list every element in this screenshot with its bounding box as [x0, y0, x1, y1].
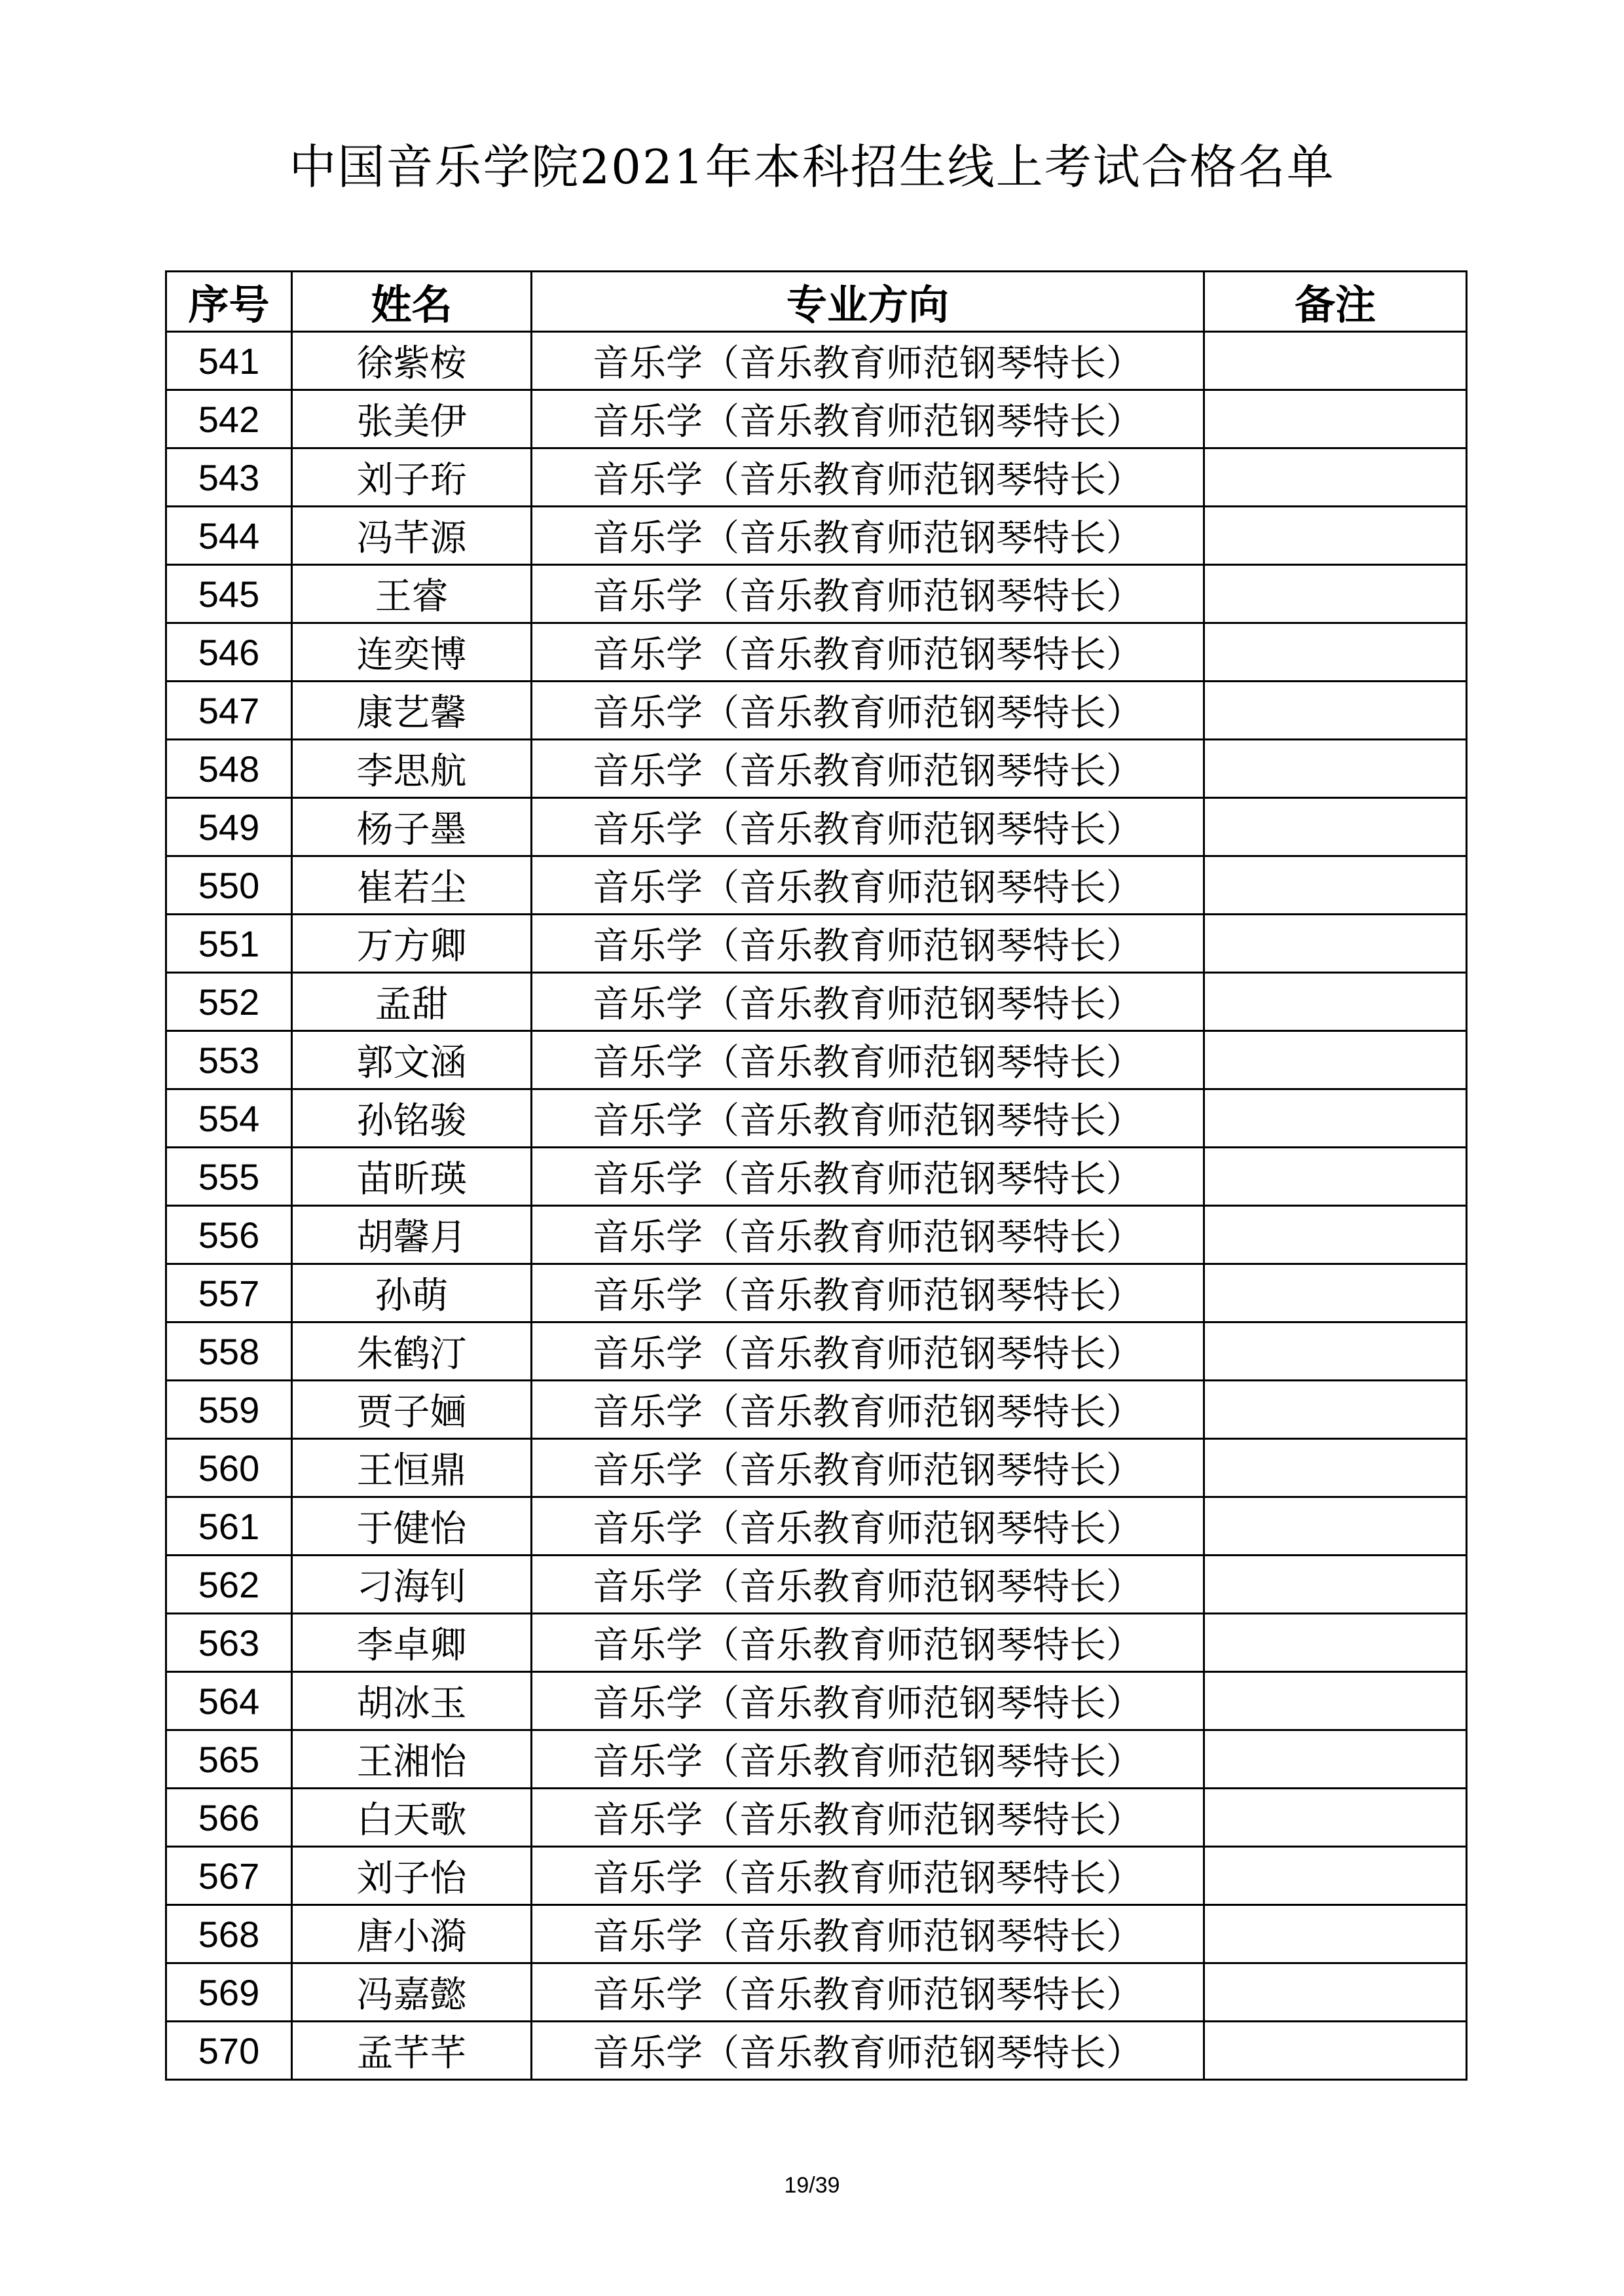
cell-name: 刁海钊: [292, 1556, 532, 1614]
cell-number: 564: [166, 1672, 292, 1730]
cell-note: [1204, 1672, 1467, 1730]
table-row: [166, 1264, 1467, 1322]
table-row: [166, 915, 1467, 973]
column-header-name: 姓名: [292, 272, 532, 332]
cell-major: 音乐学（音乐教育师范钢琴特长）: [532, 1963, 1204, 2022]
cell-note: [1204, 390, 1467, 448]
cell-note: [1204, 740, 1467, 798]
table-row: [166, 1905, 1467, 1963]
cell-name: 孙铭骏: [292, 1089, 532, 1148]
cell-number: 560: [166, 1439, 292, 1497]
cell-number: 565: [166, 1730, 292, 1789]
cell-note: [1204, 1264, 1467, 1322]
cell-name: 冯嘉懿: [292, 1963, 532, 2022]
cell-note: [1204, 1556, 1467, 1614]
cell-name: 孟甜: [292, 973, 532, 1031]
cell-name: 苗昕瑛: [292, 1148, 532, 1206]
cell-name: 郭文涵: [292, 1031, 532, 1089]
table-row: [166, 1847, 1467, 1905]
table-row: [166, 682, 1467, 740]
table-row: [166, 1439, 1467, 1497]
cell-name: 孟芊芊: [292, 2022, 532, 2080]
cell-number: 554: [166, 1089, 292, 1148]
table-row: [166, 973, 1467, 1031]
cell-name: 胡冰玉: [292, 1672, 532, 1730]
cell-name: 张美伊: [292, 390, 532, 448]
table-row: [166, 856, 1467, 915]
cell-number: 549: [166, 798, 292, 856]
cell-number: 543: [166, 448, 292, 507]
cell-name: 康艺馨: [292, 682, 532, 740]
cell-note: [1204, 1439, 1467, 1497]
cell-major: 音乐学（音乐教育师范钢琴特长）: [532, 856, 1204, 915]
cell-major: 音乐学（音乐教育师范钢琴特长）: [532, 1264, 1204, 1322]
table-row: [166, 448, 1467, 507]
table-row: [166, 1963, 1467, 2022]
admission-list-table: [165, 270, 1467, 2081]
table-row: [166, 1789, 1467, 1847]
cell-name: 于健怡: [292, 1497, 532, 1556]
document-title: 中国音乐学院2021年本科招生线上考试合格名单: [289, 139, 1335, 194]
column-header-note: 备注: [1204, 272, 1467, 332]
cell-name: 王恒鼎: [292, 1439, 532, 1497]
cell-major: 音乐学（音乐教育师范钢琴特长）: [532, 1905, 1204, 1963]
cell-name: 白天歌: [292, 1789, 532, 1847]
table-row: [166, 1730, 1467, 1789]
cell-name: 万方卿: [292, 915, 532, 973]
cell-name: 崔若尘: [292, 856, 532, 915]
cell-note: [1204, 1614, 1467, 1672]
cell-number: 569: [166, 1963, 292, 2022]
cell-major: 音乐学（音乐教育师范钢琴特长）: [532, 973, 1204, 1031]
cell-number: 552: [166, 973, 292, 1031]
cell-name: 唐小漪: [292, 1905, 532, 1963]
cell-note: [1204, 2022, 1467, 2080]
cell-name: 刘子珩: [292, 448, 532, 507]
cell-major: 音乐学（音乐教育师范钢琴特长）: [532, 2022, 1204, 2080]
cell-major: 音乐学（音乐教育师范钢琴特长）: [532, 448, 1204, 507]
table-row: [166, 740, 1467, 798]
cell-major: 音乐学（音乐教育师范钢琴特长）: [532, 798, 1204, 856]
table-row: [166, 2022, 1467, 2080]
table-row: [166, 798, 1467, 856]
cell-note: [1204, 332, 1467, 390]
cell-note: [1204, 856, 1467, 915]
cell-note: [1204, 1963, 1467, 2022]
cell-name: 王湘怡: [292, 1730, 532, 1789]
cell-number: 544: [166, 507, 292, 565]
table-row: [166, 1089, 1467, 1148]
cell-major: 音乐学（音乐教育师范钢琴特长）: [532, 1497, 1204, 1556]
cell-major: 音乐学（音乐教育师范钢琴特长）: [532, 507, 1204, 565]
cell-major: 音乐学（音乐教育师范钢琴特长）: [532, 1206, 1204, 1264]
cell-major: 音乐学（音乐教育师范钢琴特长）: [532, 1089, 1204, 1148]
cell-number: 542: [166, 390, 292, 448]
table-row: [166, 332, 1467, 390]
table-row: [166, 1614, 1467, 1672]
cell-number: 563: [166, 1614, 292, 1672]
cell-number: 551: [166, 915, 292, 973]
cell-note: [1204, 1730, 1467, 1789]
cell-major: 音乐学（音乐教育师范钢琴特长）: [532, 565, 1204, 623]
cell-major: 音乐学（音乐教育师范钢琴特长）: [532, 1730, 1204, 1789]
cell-name: 贾子婳: [292, 1381, 532, 1439]
cell-major: 音乐学（音乐教育师范钢琴特长）: [532, 1439, 1204, 1497]
cell-note: [1204, 1322, 1467, 1381]
table-row: [166, 1556, 1467, 1614]
cell-major: 音乐学（音乐教育师范钢琴特长）: [532, 1031, 1204, 1089]
cell-note: [1204, 1905, 1467, 1963]
cell-note: [1204, 1089, 1467, 1148]
cell-major: 音乐学（音乐教育师范钢琴特长）: [532, 1148, 1204, 1206]
cell-number: 566: [166, 1789, 292, 1847]
cell-number: 555: [166, 1148, 292, 1206]
cell-number: 561: [166, 1497, 292, 1556]
cell-number: 546: [166, 623, 292, 682]
cell-major: 音乐学（音乐教育师范钢琴特长）: [532, 1322, 1204, 1381]
cell-note: [1204, 1497, 1467, 1556]
table-row: [166, 623, 1467, 682]
cell-number: 559: [166, 1381, 292, 1439]
cell-number: 553: [166, 1031, 292, 1089]
cell-note: [1204, 915, 1467, 973]
table-row: [166, 390, 1467, 448]
table-row: [166, 1497, 1467, 1556]
cell-major: 音乐学（音乐教育师范钢琴特长）: [532, 332, 1204, 390]
cell-name: 王睿: [292, 565, 532, 623]
table-row: [166, 1148, 1467, 1206]
cell-number: 545: [166, 565, 292, 623]
table-row: [166, 507, 1467, 565]
cell-major: 音乐学（音乐教育师范钢琴特长）: [532, 1381, 1204, 1439]
cell-name: 朱鹤汀: [292, 1322, 532, 1381]
cell-major: 音乐学（音乐教育师范钢琴特长）: [532, 1614, 1204, 1672]
cell-name: 孙萌: [292, 1264, 532, 1322]
column-header-major: 专业方向: [532, 272, 1204, 332]
cell-name: 徐紫桉: [292, 332, 532, 390]
cell-name: 李思航: [292, 740, 532, 798]
table-body: [166, 332, 1467, 2080]
cell-note: [1204, 623, 1467, 682]
cell-number: 570: [166, 2022, 292, 2080]
cell-note: [1204, 798, 1467, 856]
cell-name: 连奕博: [292, 623, 532, 682]
cell-note: [1204, 1031, 1467, 1089]
cell-name: 刘子怡: [292, 1847, 532, 1905]
cell-major: 音乐学（音乐教育师范钢琴特长）: [532, 740, 1204, 798]
column-header-number: 序号: [166, 272, 292, 332]
cell-note: [1204, 565, 1467, 623]
table-row: [166, 1381, 1467, 1439]
table-row: [166, 565, 1467, 623]
cell-major: 音乐学（音乐教育师范钢琴特长）: [532, 1789, 1204, 1847]
table-header-row: [166, 272, 1467, 332]
cell-note: [1204, 507, 1467, 565]
table-row: [166, 1672, 1467, 1730]
cell-note: [1204, 1789, 1467, 1847]
cell-major: 音乐学（音乐教育师范钢琴特长）: [532, 1847, 1204, 1905]
cell-number: 556: [166, 1206, 292, 1264]
table-row: [166, 1031, 1467, 1089]
cell-name: 杨子墨: [292, 798, 532, 856]
table-row: [166, 1322, 1467, 1381]
cell-number: 558: [166, 1322, 292, 1381]
cell-note: [1204, 1206, 1467, 1264]
cell-note: [1204, 1148, 1467, 1206]
cell-note: [1204, 448, 1467, 507]
cell-major: 音乐学（音乐教育师范钢琴特长）: [532, 915, 1204, 973]
cell-number: 550: [166, 856, 292, 915]
cell-major: 音乐学（音乐教育师范钢琴特长）: [532, 682, 1204, 740]
cell-name: 李卓卿: [292, 1614, 532, 1672]
cell-number: 562: [166, 1556, 292, 1614]
cell-major: 音乐学（音乐教育师范钢琴特长）: [532, 390, 1204, 448]
cell-number: 548: [166, 740, 292, 798]
cell-number: 547: [166, 682, 292, 740]
cell-number: 541: [166, 332, 292, 390]
table-row: [166, 1206, 1467, 1264]
cell-name: 冯芊源: [292, 507, 532, 565]
cell-major: 音乐学（音乐教育师范钢琴特长）: [532, 1672, 1204, 1730]
cell-note: [1204, 682, 1467, 740]
cell-note: [1204, 1847, 1467, 1905]
cell-note: [1204, 973, 1467, 1031]
cell-number: 557: [166, 1264, 292, 1322]
page-number: 19/39: [784, 2173, 840, 2198]
cell-major: 音乐学（音乐教育师范钢琴特长）: [532, 1556, 1204, 1614]
cell-name: 胡馨月: [292, 1206, 532, 1264]
cell-major: 音乐学（音乐教育师范钢琴特长）: [532, 623, 1204, 682]
cell-note: [1204, 1381, 1467, 1439]
cell-number: 567: [166, 1847, 292, 1905]
cell-number: 568: [166, 1905, 292, 1963]
